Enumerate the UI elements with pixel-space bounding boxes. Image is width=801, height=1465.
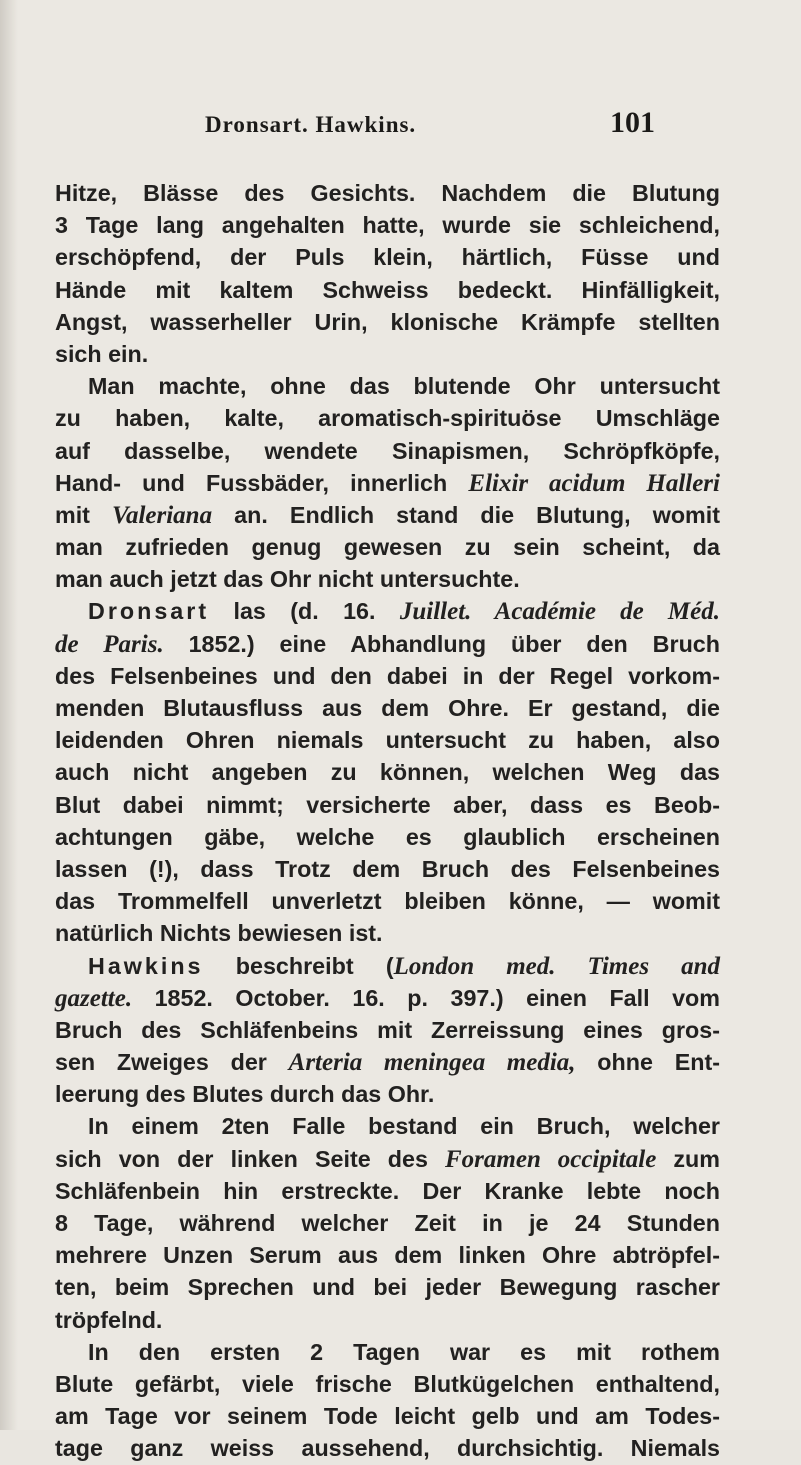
- text-line: [55, 821, 720, 853]
- text-run: 1852. October. 16. p. 397.) einen Fall vom: [132, 984, 720, 1011]
- text-line: [55, 1336, 720, 1368]
- text-line: [55, 274, 720, 306]
- text-run: achtungen gäbe, welche es glaublich erscheinen: [55, 823, 720, 850]
- text-run: 8 Tage, während welcher Zeit in je 24 Stunden: [55, 1210, 720, 1236]
- text-line: [55, 917, 720, 949]
- text-run: erschöpfend, der Puls klein, härtlich, Füsse und: [55, 244, 720, 271]
- text-run: am Tage vor seinem Tode leicht gelb und am Todes-: [55, 1403, 720, 1430]
- text-line: [55, 692, 720, 724]
- text-line: [55, 1304, 720, 1336]
- text-run: Blut dabei nimmt; versicherte aber, dass es Beob-: [55, 791, 720, 818]
- text-line: [55, 628, 720, 660]
- text-run: an. Endlich stand die Blutung, womit: [212, 501, 720, 528]
- italic-phrase: Juillet. Académie de Méd.: [399, 598, 720, 626]
- text-line: [55, 660, 720, 692]
- text-line: [55, 1046, 720, 1078]
- text-run: leidenden Ohren niemals untersucht zu haben, also: [55, 727, 720, 754]
- text-line: [55, 435, 720, 467]
- text-run: auch nicht angeben zu können, welchen Weg das: [55, 759, 720, 786]
- text-run: zu haben, kalte, aromatisch-spirituöse Umschläge: [55, 405, 720, 432]
- text-line: [55, 724, 720, 756]
- text-run: zum: [656, 1145, 720, 1172]
- text-line: [55, 209, 720, 241]
- text-line: [55, 595, 720, 627]
- text-run: man zufrieden genug gewesen zu sein scheint, da: [55, 534, 720, 561]
- text-line: [55, 338, 720, 370]
- text-run: Blute gefärbt, viele frische Blutkügelchen enthaltend,: [55, 1370, 720, 1397]
- italic-phrase: Arteria meningea media,: [288, 1049, 576, 1077]
- text-line: [55, 241, 720, 273]
- spaced-name: Hawkins: [88, 952, 204, 979]
- page-number: 101: [610, 106, 655, 139]
- text-run: mit: [55, 501, 113, 528]
- italic-phrase: London med. Times and: [393, 952, 720, 980]
- spaced-name: Dronsart: [88, 598, 210, 625]
- text-line: [55, 1271, 720, 1303]
- text-run: Angst, wasserheller Urin, klonische Krämpfe stellten: [55, 308, 720, 335]
- text-run: In einem 2ten Falle bestand ein Bruch, welcher: [88, 1113, 720, 1140]
- text-line: [55, 1400, 720, 1432]
- text-run: man auch jetzt das Ohr nicht untersuchte.: [55, 566, 520, 593]
- text-line: [55, 563, 720, 595]
- text-run: Hitze, Blässe des Gesichts. Nachdem die Blutung: [55, 180, 720, 206]
- text-run: lassen (!), dass Trotz dem Bruch des Felsenbeines: [55, 855, 720, 882]
- text-line: [55, 531, 720, 563]
- text-run: Bruch des Schläfenbeins mit Zerreissung eines gros-: [55, 1016, 720, 1043]
- text-run: 3 Tage lang angehalten hatte, wurde sie schleichend,: [55, 212, 720, 239]
- text-run: ohne Ent-: [575, 1049, 720, 1076]
- text-line: [55, 885, 720, 917]
- text-run: sich von der linken Seite des: [55, 1145, 445, 1172]
- italic-phrase: gazette.: [55, 984, 133, 1012]
- text-line: [55, 402, 720, 434]
- text-line: [55, 1014, 720, 1046]
- text-line: [55, 1143, 720, 1175]
- text-line: [55, 789, 720, 821]
- text-run: auf dasselbe, wendete Sinapismen, Schröpfköpfe,: [55, 437, 720, 464]
- text-run: Schläfenbein hin erstreckte. Der Kranke lebte noch: [55, 1177, 720, 1204]
- body-text: [55, 177, 720, 1465]
- italic-phrase: Elixir acidum Halleri: [468, 469, 720, 497]
- page-header: [205, 106, 655, 146]
- text-line: [55, 1110, 720, 1142]
- text-line: [55, 853, 720, 885]
- italic-phrase: Valeriana: [112, 501, 213, 529]
- text-run: Man machte, ohne das blutende Ohr untersucht: [88, 373, 720, 400]
- text-run: Hand- und Fussbäder, innerlich: [55, 469, 469, 496]
- text-line: [55, 370, 720, 402]
- text-run: tage ganz weiss aussehend, durchsichtig. Niemals: [55, 1435, 720, 1462]
- text-run: natürlich Nichts bewiesen ist.: [55, 920, 383, 947]
- text-run: leerung des Blutes durch das Ohr.: [55, 1081, 435, 1108]
- text-run: ten, beim Sprechen und bei jeder Bewegung rascher: [55, 1274, 720, 1301]
- text-run: das Trommelfell unverletzt bleiben könne, — womit: [55, 888, 720, 915]
- text-line: [55, 177, 720, 209]
- italic-phrase: de Paris.: [55, 630, 164, 658]
- text-line: [55, 1368, 720, 1400]
- text-run: In den ersten 2 Tagen war es mit rothem: [88, 1338, 720, 1365]
- running-head: Dronsart. Hawkins.: [205, 112, 417, 137]
- text-run: tröpfelnd.: [55, 1306, 163, 1333]
- text-line: [55, 1175, 720, 1207]
- text-run: des Felsenbeines und den dabei in der Regel vorkom-: [55, 662, 720, 689]
- text-run: menden Blutausfluss aus dem Ohre. Er gestand, die: [55, 695, 720, 721]
- text-line: [55, 306, 720, 338]
- text-line: [55, 950, 720, 982]
- text-run: mehrere Unzen Serum aus dem linken Ohre abtröpfel-: [55, 1242, 720, 1269]
- text-line: [55, 1239, 720, 1271]
- text-run: sen Zweiges der: [55, 1049, 289, 1076]
- text-line: [55, 756, 720, 788]
- text-run: Hände mit kaltem Schweiss bedeckt. Hinfälligkeit,: [55, 276, 720, 303]
- text-line: [55, 467, 720, 499]
- page-gutter-shadow: [0, 0, 18, 1430]
- italic-phrase: Foramen occipitale: [445, 1145, 657, 1173]
- text-line: [55, 1078, 720, 1110]
- text-run: 1852.) eine Abhandlung über den Bruch: [163, 630, 720, 657]
- text-run: sich ein.: [55, 340, 149, 367]
- text-line: [55, 1207, 720, 1239]
- text-line: [55, 982, 720, 1014]
- text-line: [55, 1432, 720, 1464]
- text-line: [55, 499, 720, 531]
- text-run: beschreibt (: [203, 952, 394, 979]
- text-run: las (d. 16.: [209, 598, 400, 625]
